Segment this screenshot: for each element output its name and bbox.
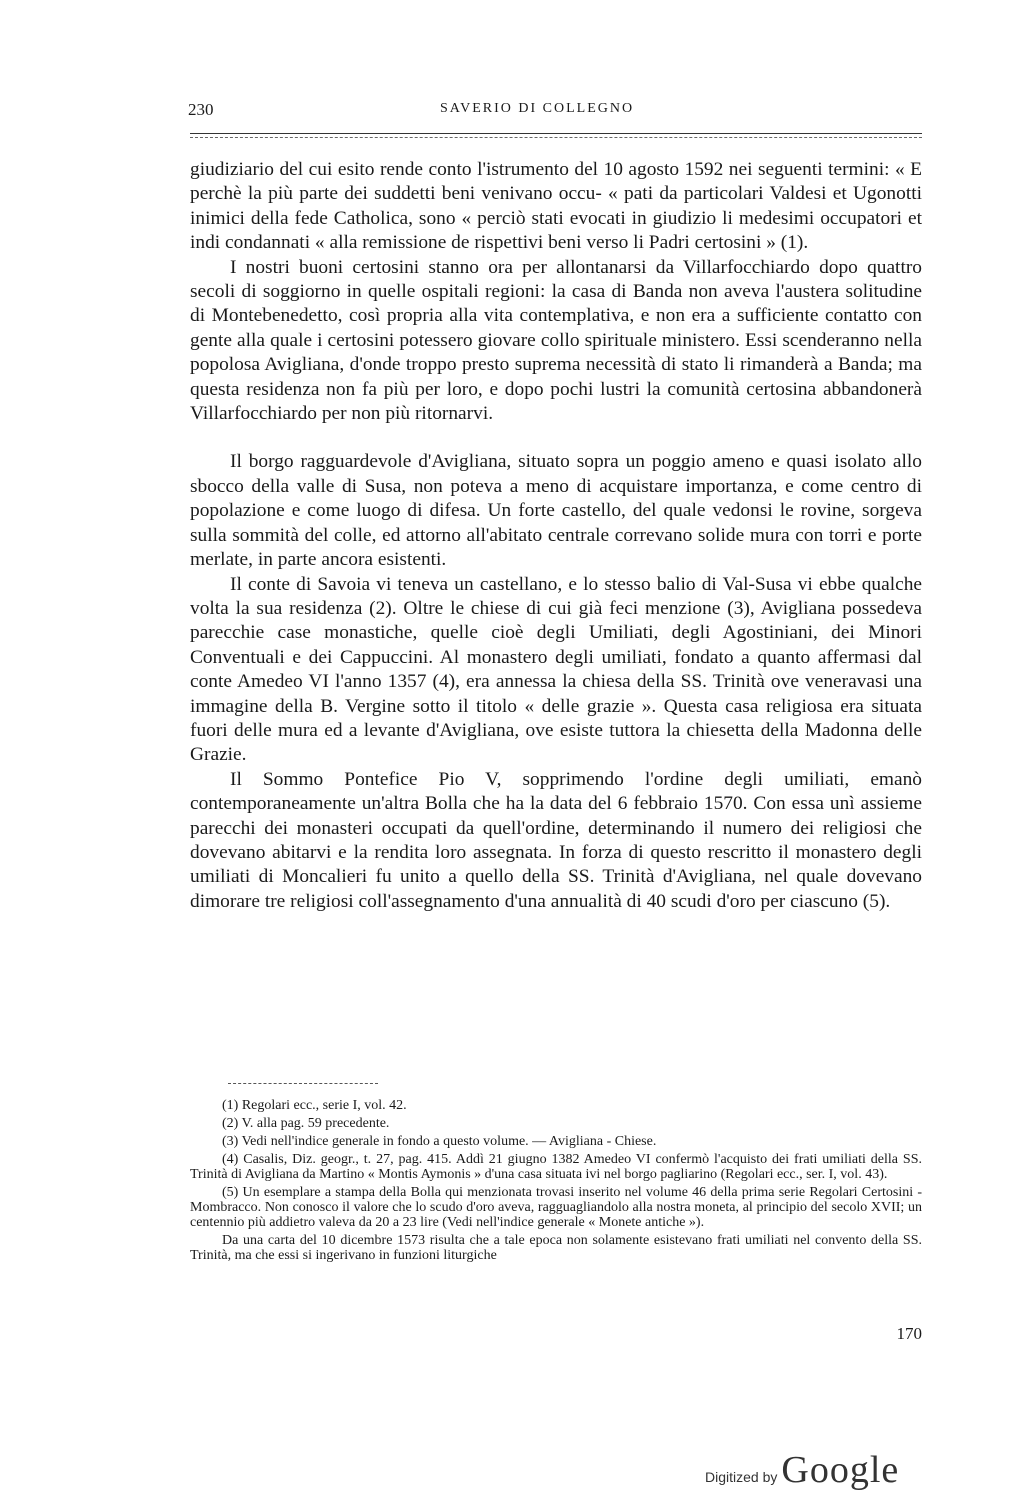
signature-number: 170	[896, 1324, 922, 1343]
header-rule-dashed	[190, 137, 922, 138]
header-rule	[190, 133, 922, 134]
paragraph: Il Sommo Pontefice Pio V, sopprimendo l'ordine degli umiliati, emanò contemporaneamente un'altra Bolla che ha la data del 6 febbraio 1570. Con essa unì assieme parecchi dei monasteri occupati da quell'ordine, determinando il numero dei religiosi che dovevano abitarvi e la rendita loro assegnata. In forza di questo rescritto il monastero degli umiliati di Moncalieri fu unito a quello della SS. Trinità d'Avigliana, nel quale dovevano dimorare tre religiosi coll'assegnamento d'una annualità di 40 scudi d'oro per ciascuno (5).	[190, 768, 922, 912]
footnote: (5) Un esemplare a stampa della Bolla qui menzionata trovasi inserito nel volume 46 della prima serie Regolari Certosini - Mombracco. Non conosco il valore che lo scudo d'oro aveva, ragguagliandolo alla nostra moneta, al principio del secolo XVII; un centennio più addietro valeva da 20 a 23 lire (Vedi nell'indice generale « Monete antiche »).	[190, 1185, 922, 1230]
watermark-prefix: Digitized by	[705, 1469, 778, 1485]
footnote: (1) Regolari ecc., serie I, vol. 42.	[222, 1098, 407, 1113]
paragraph: I nostri buoni certosini stanno ora per allontanarsi da Villarfocchiardo dopo quattro secoli di soggiorno in quelle ospitali regioni: la casa di Banda non aveva l'austera solitudine di Montebenedetto, così propria alla vita contemplativa, e non era a sufficiente contatto con gente alla quale i certosini potessero giovare collo spirituale ministero. Essi scenderanno nella popolosa Avigliana, d'onde troppo presto suprema necessità di stato li rimanderà a Banda; ma questa residenza non fa più per loro, e dopo pochi lustri la comunità certosina abbandonerà Villarfocchiardo per non più ritornarvi.	[190, 256, 922, 425]
footnote-separator	[228, 1083, 378, 1084]
paragraph: Il conte di Savoia vi teneva un castellano, e lo stesso balio di Val-Susa vi ebbe qualche volta la sua residenza (2). Oltre le chiese di cui già feci menzione (3), Avigliana possedeva parecchie case monastiche, quelle cioè degli Umiliati, degli Agostiniani, dei Minori Conventuali e dei Cappuccini. Al monastero degli umiliati, fondato a quanto affermasi dal conte Amedeo VI l'anno 1357 (4), era annessa la chiesa della SS. Trinità ove veneravasi una immagine della B. Vergine sotto il titolo « delle grazie ». Questa casa religiosa era situata fuori delle mura ed a levante d'Avigliana, ove esiste tuttora la chiesetta della Madonna delle Grazie.	[190, 573, 922, 766]
footnote: Da una carta del 10 dicembre 1573 risulta che a tale epoca non solamente esistevano frati umiliati nel convento della SS. Trinità, ma che essi si ingerivano in funzioni liturgiche	[190, 1233, 922, 1263]
footnote: (2) V. alla pag. 59 precedente.	[222, 1116, 390, 1131]
main-text	[190, 158, 922, 914]
footnote: (4) Casalis, Diz. geogr., t. 27, pag. 415. Addì 21 giugno 1382 Amedeo VI confermò l'acquisto dei frati umiliati della SS. Trinità di Avigliana da Martino « Montis Aymonis » d'una casa situata ivi nel borgo pagliarino (Regolari ecc., ser. I, vol. 43).	[190, 1152, 922, 1182]
paragraph: giudiziario del cui esito rende conto l'istrumento del 10 agosto 1592 nei seguenti termini: « E perchè la più parte dei suddetti beni venivano occu- « pati da particolari Valdesi et Ugonotti inimici della fede Catholica, sono « perciò stati evocati in giudizio li medesimi occupatori et indi condannati « alla remissione de rispettivi beni verso li Padri certosini » (1).	[190, 159, 922, 254]
footnote: (3) Vedi nell'indice generale in fondo a questo volume. — Avigliana - Chiese.	[222, 1134, 657, 1149]
paragraph: Il borgo ragguardevole d'Avigliana, situato sopra un poggio ameno e quasi isolato allo sbocco della valle di Susa, non poteva a meno di acquistare importanza, e come centro di popolazione e come luogo di difesa. Un forte castello, del quale vedonsi le rovine, sorgeva sulla sommità del colle, ed attorno all'abitato centrale correvano solide mura con torri e porte merlate, in parte ancora esistenti.	[190, 451, 922, 571]
running-title: SAVERIO DI COLLEGNO	[440, 101, 635, 116]
watermark-brand: Google	[781, 1449, 900, 1491]
page-number: 230	[188, 100, 214, 119]
footnotes	[190, 1098, 922, 1266]
digitized-watermark	[705, 1448, 899, 1492]
